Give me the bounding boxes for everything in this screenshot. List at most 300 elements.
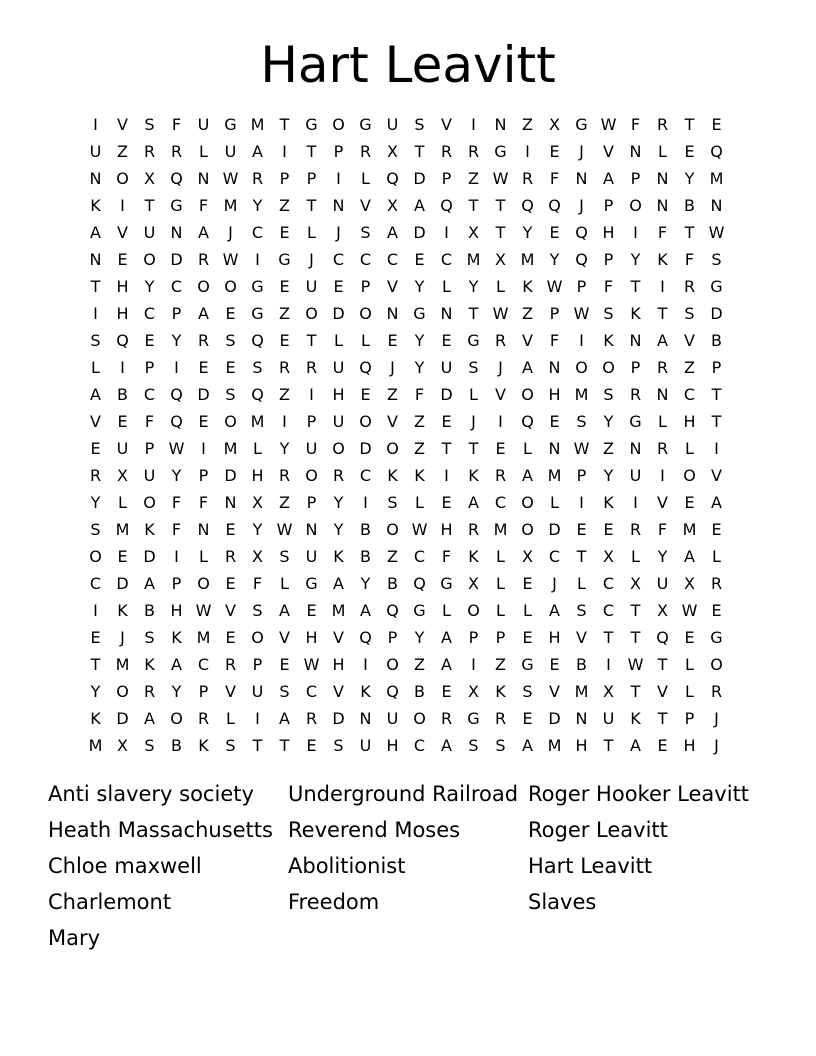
- grid-letter[interactable]: R: [332, 466, 345, 485]
- grid-letter[interactable]: J: [471, 412, 476, 431]
- grid-letter[interactable]: J: [579, 196, 584, 215]
- grid-letter[interactable]: Z: [414, 439, 425, 458]
- grid-letter[interactable]: I: [633, 493, 638, 512]
- grid-letter[interactable]: T: [603, 736, 614, 755]
- grid-letter[interactable]: N: [494, 115, 507, 134]
- grid-letter[interactable]: C: [494, 493, 507, 512]
- grid-letter[interactable]: U: [332, 358, 345, 377]
- grid-letter[interactable]: O: [332, 439, 345, 458]
- grid-letter[interactable]: E: [441, 682, 452, 701]
- grid-letter[interactable]: H: [170, 601, 183, 620]
- grid-letter[interactable]: O: [116, 169, 129, 188]
- grid-letter[interactable]: C: [683, 385, 696, 404]
- grid-letter[interactable]: O: [575, 358, 588, 377]
- grid-letter[interactable]: K: [603, 493, 614, 512]
- grid-letter[interactable]: E: [549, 142, 560, 161]
- grid-letter[interactable]: F: [198, 196, 209, 215]
- grid-letter[interactable]: X: [495, 250, 506, 269]
- grid-letter[interactable]: E: [684, 493, 695, 512]
- grid-letter[interactable]: O: [521, 385, 534, 404]
- grid-letter[interactable]: L: [685, 439, 694, 458]
- grid-letter[interactable]: P: [495, 628, 506, 647]
- grid-letter[interactable]: D: [413, 223, 426, 242]
- grid-letter[interactable]: O: [359, 304, 372, 323]
- grid-letter[interactable]: R: [656, 358, 669, 377]
- grid-letter[interactable]: E: [225, 304, 236, 323]
- grid-letter[interactable]: A: [441, 736, 452, 755]
- grid-letter[interactable]: S: [252, 601, 263, 620]
- grid-letter[interactable]: R: [656, 439, 669, 458]
- grid-letter[interactable]: A: [522, 466, 533, 485]
- grid-letter[interactable]: A: [360, 601, 371, 620]
- grid-letter[interactable]: E: [117, 547, 128, 566]
- grid-letter[interactable]: E: [90, 439, 101, 458]
- grid-letter[interactable]: Y: [90, 682, 101, 701]
- grid-letter[interactable]: O: [602, 358, 615, 377]
- grid-letter[interactable]: A: [657, 331, 668, 350]
- grid-letter[interactable]: D: [413, 169, 426, 188]
- grid-letter[interactable]: O: [521, 493, 534, 512]
- grid-letter[interactable]: Y: [468, 277, 479, 296]
- grid-letter[interactable]: H: [332, 385, 345, 404]
- grid-letter[interactable]: A: [198, 304, 209, 323]
- grid-letter[interactable]: H: [548, 628, 561, 647]
- grid-letter[interactable]: R: [197, 250, 210, 269]
- grid-letter[interactable]: K: [495, 682, 506, 701]
- grid-letter[interactable]: F: [441, 547, 452, 566]
- grid-letter[interactable]: O: [386, 439, 399, 458]
- grid-letter[interactable]: L: [496, 277, 505, 296]
- grid-letter[interactable]: I: [714, 439, 719, 458]
- grid-letter[interactable]: E: [495, 439, 506, 458]
- grid-letter[interactable]: A: [171, 655, 182, 674]
- grid-letter[interactable]: E: [225, 574, 236, 593]
- grid-letter[interactable]: G: [278, 250, 291, 269]
- grid-letter[interactable]: Z: [603, 439, 614, 458]
- grid-letter[interactable]: D: [116, 709, 129, 728]
- grid-letter[interactable]: E: [117, 412, 128, 431]
- grid-letter[interactable]: H: [332, 655, 345, 674]
- grid-letter[interactable]: U: [602, 709, 615, 728]
- grid-letter[interactable]: C: [251, 223, 264, 242]
- grid-letter[interactable]: E: [549, 412, 560, 431]
- grid-letter[interactable]: U: [359, 736, 372, 755]
- grid-letter[interactable]: N: [386, 304, 399, 323]
- grid-letter[interactable]: I: [579, 331, 584, 350]
- grid-letter[interactable]: L: [712, 547, 721, 566]
- grid-letter[interactable]: O: [251, 628, 264, 647]
- grid-letter[interactable]: A: [711, 493, 722, 512]
- grid-letter[interactable]: D: [359, 439, 372, 458]
- grid-letter[interactable]: I: [471, 115, 476, 134]
- grid-letter[interactable]: P: [630, 169, 641, 188]
- grid-letter[interactable]: D: [197, 385, 210, 404]
- grid-letter[interactable]: P: [198, 466, 209, 485]
- grid-letter[interactable]: K: [630, 304, 641, 323]
- grid-letter[interactable]: E: [360, 385, 371, 404]
- grid-letter[interactable]: Y: [333, 520, 344, 539]
- grid-letter[interactable]: U: [224, 142, 237, 161]
- grid-letter[interactable]: C: [440, 250, 453, 269]
- grid-letter[interactable]: T: [414, 142, 425, 161]
- grid-letter[interactable]: F: [171, 493, 182, 512]
- grid-letter[interactable]: I: [633, 223, 638, 242]
- grid-letter[interactable]: N: [629, 439, 642, 458]
- grid-letter[interactable]: H: [116, 277, 129, 296]
- grid-letter[interactable]: I: [660, 277, 665, 296]
- grid-letter[interactable]: J: [714, 709, 719, 728]
- grid-letter[interactable]: E: [549, 655, 560, 674]
- grid-letter[interactable]: L: [469, 385, 478, 404]
- grid-letter[interactable]: M: [196, 628, 211, 647]
- grid-letter[interactable]: V: [576, 628, 587, 647]
- grid-letter[interactable]: A: [387, 223, 398, 242]
- grid-letter[interactable]: B: [360, 520, 371, 539]
- grid-letter[interactable]: W: [627, 655, 644, 674]
- grid-letter[interactable]: R: [89, 466, 102, 485]
- grid-letter[interactable]: J: [120, 628, 125, 647]
- grid-letter[interactable]: T: [684, 115, 695, 134]
- grid-letter[interactable]: C: [170, 277, 183, 296]
- grid-letter[interactable]: Q: [386, 169, 399, 188]
- grid-letter[interactable]: Y: [171, 466, 182, 485]
- grid-letter[interactable]: E: [225, 628, 236, 647]
- grid-letter[interactable]: L: [199, 547, 208, 566]
- grid-letter[interactable]: W: [492, 169, 509, 188]
- grid-letter[interactable]: E: [711, 601, 722, 620]
- grid-letter[interactable]: L: [523, 601, 532, 620]
- grid-letter[interactable]: Y: [171, 682, 182, 701]
- grid-letter[interactable]: P: [144, 439, 155, 458]
- grid-letter[interactable]: C: [89, 574, 102, 593]
- grid-letter[interactable]: R: [197, 709, 210, 728]
- grid-letter[interactable]: W: [411, 520, 428, 539]
- grid-letter[interactable]: M: [223, 439, 238, 458]
- grid-letter[interactable]: L: [442, 601, 451, 620]
- grid-letter[interactable]: Z: [279, 385, 290, 404]
- grid-letter[interactable]: T: [306, 196, 317, 215]
- grid-letter[interactable]: L: [631, 547, 640, 566]
- grid-letter[interactable]: L: [253, 439, 262, 458]
- grid-letter[interactable]: C: [386, 250, 399, 269]
- grid-letter[interactable]: P: [603, 250, 614, 269]
- grid-letter[interactable]: E: [279, 223, 290, 242]
- grid-letter[interactable]: K: [360, 682, 371, 701]
- grid-letter[interactable]: I: [255, 709, 260, 728]
- grid-letter[interactable]: Q: [251, 331, 264, 350]
- grid-letter[interactable]: I: [363, 493, 368, 512]
- grid-letter[interactable]: S: [468, 736, 479, 755]
- grid-letter[interactable]: M: [115, 520, 130, 539]
- grid-letter[interactable]: W: [222, 250, 239, 269]
- grid-letter[interactable]: O: [413, 709, 426, 728]
- grid-letter[interactable]: I: [282, 142, 287, 161]
- grid-letter[interactable]: T: [657, 304, 668, 323]
- grid-letter[interactable]: O: [332, 115, 345, 134]
- grid-letter[interactable]: Y: [414, 628, 425, 647]
- grid-letter[interactable]: W: [681, 601, 698, 620]
- grid-letter[interactable]: P: [306, 412, 317, 431]
- grid-letter[interactable]: C: [602, 601, 615, 620]
- grid-letter[interactable]: P: [144, 358, 155, 377]
- grid-letter[interactable]: A: [549, 601, 560, 620]
- grid-letter[interactable]: V: [225, 601, 236, 620]
- grid-letter[interactable]: Q: [170, 169, 183, 188]
- grid-letter[interactable]: X: [144, 169, 155, 188]
- grid-letter[interactable]: I: [525, 142, 530, 161]
- grid-letter[interactable]: K: [333, 547, 344, 566]
- grid-letter[interactable]: Y: [333, 493, 344, 512]
- grid-letter[interactable]: U: [305, 439, 318, 458]
- grid-letter[interactable]: W: [708, 223, 725, 242]
- grid-letter[interactable]: Z: [387, 547, 398, 566]
- grid-letter[interactable]: N: [197, 520, 210, 539]
- grid-letter[interactable]: N: [656, 169, 669, 188]
- grid-letter[interactable]: K: [468, 547, 479, 566]
- grid-letter[interactable]: Y: [252, 520, 263, 539]
- grid-letter[interactable]: I: [336, 169, 341, 188]
- grid-letter[interactable]: F: [252, 574, 263, 593]
- grid-letter[interactable]: T: [495, 196, 506, 215]
- grid-letter[interactable]: P: [603, 196, 614, 215]
- grid-letter[interactable]: D: [170, 250, 183, 269]
- grid-letter[interactable]: J: [228, 223, 233, 242]
- grid-letter[interactable]: R: [521, 169, 534, 188]
- grid-letter[interactable]: P: [711, 358, 722, 377]
- grid-letter[interactable]: V: [360, 196, 371, 215]
- grid-letter[interactable]: R: [305, 709, 318, 728]
- grid-letter[interactable]: A: [144, 709, 155, 728]
- grid-letter[interactable]: N: [575, 169, 588, 188]
- grid-letter[interactable]: S: [252, 358, 263, 377]
- grid-letter[interactable]: A: [333, 574, 344, 593]
- grid-letter[interactable]: Y: [171, 331, 182, 350]
- grid-letter[interactable]: S: [711, 250, 722, 269]
- grid-letter[interactable]: N: [629, 331, 642, 350]
- grid-letter[interactable]: F: [603, 277, 614, 296]
- grid-letter[interactable]: W: [546, 277, 563, 296]
- grid-letter[interactable]: L: [415, 493, 424, 512]
- grid-letter[interactable]: A: [279, 709, 290, 728]
- grid-letter[interactable]: L: [577, 574, 586, 593]
- grid-letter[interactable]: H: [251, 466, 264, 485]
- grid-letter[interactable]: S: [144, 736, 155, 755]
- grid-letter[interactable]: V: [333, 682, 344, 701]
- grid-letter[interactable]: L: [226, 709, 235, 728]
- grid-letter[interactable]: M: [115, 655, 130, 674]
- grid-letter[interactable]: G: [251, 304, 264, 323]
- grid-letter[interactable]: I: [174, 547, 179, 566]
- grid-letter[interactable]: A: [279, 601, 290, 620]
- grid-letter[interactable]: U: [386, 709, 399, 728]
- grid-letter[interactable]: I: [606, 655, 611, 674]
- grid-letter[interactable]: D: [332, 304, 345, 323]
- grid-letter[interactable]: K: [387, 466, 398, 485]
- grid-letter[interactable]: Q: [656, 628, 669, 647]
- grid-letter[interactable]: I: [120, 358, 125, 377]
- grid-letter[interactable]: N: [440, 304, 453, 323]
- grid-letter[interactable]: R: [251, 169, 264, 188]
- grid-letter[interactable]: S: [603, 385, 614, 404]
- grid-letter[interactable]: T: [630, 601, 641, 620]
- grid-letter[interactable]: Z: [684, 358, 695, 377]
- grid-letter[interactable]: M: [547, 736, 562, 755]
- grid-letter[interactable]: E: [414, 250, 425, 269]
- grid-letter[interactable]: P: [630, 358, 641, 377]
- grid-letter[interactable]: R: [494, 709, 507, 728]
- grid-letter[interactable]: P: [306, 169, 317, 188]
- grid-letter[interactable]: Q: [548, 196, 561, 215]
- grid-letter[interactable]: U: [116, 439, 129, 458]
- grid-letter[interactable]: F: [684, 250, 695, 269]
- grid-letter[interactable]: W: [195, 601, 212, 620]
- grid-letter[interactable]: E: [387, 331, 398, 350]
- grid-letter[interactable]: B: [711, 331, 722, 350]
- grid-letter[interactable]: U: [143, 223, 156, 242]
- grid-letter[interactable]: Z: [279, 196, 290, 215]
- grid-letter[interactable]: S: [279, 547, 290, 566]
- grid-letter[interactable]: B: [576, 655, 587, 674]
- grid-letter[interactable]: N: [305, 520, 318, 539]
- grid-letter[interactable]: E: [441, 493, 452, 512]
- grid-letter[interactable]: D: [332, 709, 345, 728]
- grid-letter[interactable]: I: [444, 223, 449, 242]
- grid-letter[interactable]: F: [414, 385, 425, 404]
- grid-letter[interactable]: Y: [549, 250, 560, 269]
- grid-letter[interactable]: E: [198, 412, 209, 431]
- grid-letter[interactable]: S: [333, 736, 344, 755]
- grid-letter[interactable]: L: [91, 358, 100, 377]
- grid-letter[interactable]: R: [224, 547, 237, 566]
- grid-letter[interactable]: J: [714, 736, 719, 755]
- grid-letter[interactable]: X: [684, 574, 695, 593]
- grid-letter[interactable]: M: [547, 466, 562, 485]
- grid-letter[interactable]: T: [279, 736, 290, 755]
- grid-letter[interactable]: D: [224, 466, 237, 485]
- grid-letter[interactable]: O: [683, 466, 696, 485]
- grid-letter[interactable]: O: [197, 277, 210, 296]
- grid-letter[interactable]: Q: [116, 331, 129, 350]
- grid-letter[interactable]: N: [332, 196, 345, 215]
- grid-letter[interactable]: T: [576, 547, 587, 566]
- grid-letter[interactable]: A: [468, 493, 479, 512]
- grid-letter[interactable]: I: [498, 412, 503, 431]
- grid-letter[interactable]: A: [144, 574, 155, 593]
- grid-letter[interactable]: O: [224, 277, 237, 296]
- grid-letter[interactable]: U: [332, 412, 345, 431]
- grid-letter[interactable]: B: [387, 574, 398, 593]
- grid-letter[interactable]: S: [144, 115, 155, 134]
- grid-letter[interactable]: E: [684, 142, 695, 161]
- grid-letter[interactable]: A: [630, 736, 641, 755]
- grid-letter[interactable]: I: [93, 115, 98, 134]
- grid-letter[interactable]: T: [657, 709, 668, 728]
- grid-letter[interactable]: R: [143, 142, 156, 161]
- grid-letter[interactable]: P: [576, 277, 587, 296]
- grid-letter[interactable]: E: [684, 628, 695, 647]
- grid-letter[interactable]: A: [90, 385, 101, 404]
- grid-letter[interactable]: U: [386, 115, 399, 134]
- grid-letter[interactable]: G: [710, 277, 723, 296]
- grid-letter[interactable]: F: [198, 493, 209, 512]
- grid-letter[interactable]: B: [144, 601, 155, 620]
- grid-letter[interactable]: U: [197, 115, 210, 134]
- grid-letter[interactable]: I: [309, 385, 314, 404]
- grid-letter[interactable]: R: [683, 277, 696, 296]
- grid-letter[interactable]: T: [630, 682, 641, 701]
- grid-letter[interactable]: L: [550, 493, 559, 512]
- grid-letter[interactable]: Q: [170, 385, 183, 404]
- grid-letter[interactable]: T: [90, 277, 101, 296]
- grid-letter[interactable]: Y: [414, 358, 425, 377]
- grid-letter[interactable]: M: [574, 682, 589, 701]
- grid-letter[interactable]: I: [282, 412, 287, 431]
- grid-letter[interactable]: E: [90, 628, 101, 647]
- grid-letter[interactable]: H: [116, 304, 129, 323]
- grid-letter[interactable]: Y: [360, 574, 371, 593]
- grid-letter[interactable]: Y: [252, 196, 263, 215]
- grid-letter[interactable]: F: [549, 169, 560, 188]
- grid-letter[interactable]: Q: [521, 196, 534, 215]
- grid-letter[interactable]: E: [225, 520, 236, 539]
- grid-letter[interactable]: R: [143, 682, 156, 701]
- grid-letter[interactable]: K: [414, 466, 425, 485]
- grid-letter[interactable]: T: [279, 115, 290, 134]
- grid-letter[interactable]: N: [359, 709, 372, 728]
- grid-letter[interactable]: F: [549, 331, 560, 350]
- grid-letter[interactable]: E: [225, 358, 236, 377]
- grid-letter[interactable]: L: [496, 601, 505, 620]
- grid-letter[interactable]: N: [629, 142, 642, 161]
- grid-letter[interactable]: G: [413, 304, 426, 323]
- grid-letter[interactable]: R: [656, 115, 669, 134]
- grid-letter[interactable]: I: [444, 466, 449, 485]
- grid-letter[interactable]: M: [250, 115, 265, 134]
- grid-letter[interactable]: T: [306, 142, 317, 161]
- grid-letter[interactable]: K: [603, 331, 614, 350]
- grid-letter[interactable]: P: [171, 574, 182, 593]
- grid-letter[interactable]: H: [440, 520, 453, 539]
- grid-letter[interactable]: G: [359, 115, 372, 134]
- grid-letter[interactable]: K: [144, 655, 155, 674]
- grid-letter[interactable]: P: [549, 304, 560, 323]
- grid-letter[interactable]: W: [573, 439, 590, 458]
- grid-letter[interactable]: R: [278, 358, 291, 377]
- grid-letter[interactable]: S: [279, 682, 290, 701]
- grid-letter[interactable]: P: [252, 655, 263, 674]
- grid-letter[interactable]: S: [90, 331, 101, 350]
- grid-letter[interactable]: O: [170, 709, 183, 728]
- grid-letter[interactable]: E: [306, 736, 317, 755]
- grid-letter[interactable]: D: [440, 385, 453, 404]
- grid-letter[interactable]: K: [198, 736, 209, 755]
- grid-letter[interactable]: C: [602, 574, 615, 593]
- grid-letter[interactable]: U: [629, 466, 642, 485]
- grid-letter[interactable]: J: [336, 223, 341, 242]
- grid-letter[interactable]: T: [468, 304, 479, 323]
- grid-letter[interactable]: L: [361, 169, 370, 188]
- grid-letter[interactable]: E: [522, 628, 533, 647]
- grid-letter[interactable]: B: [171, 736, 182, 755]
- grid-letter[interactable]: Y: [90, 493, 101, 512]
- grid-letter[interactable]: T: [711, 412, 722, 431]
- grid-letter[interactable]: Q: [575, 250, 588, 269]
- grid-letter[interactable]: X: [603, 547, 614, 566]
- grid-letter[interactable]: D: [548, 520, 561, 539]
- grid-letter[interactable]: S: [387, 493, 398, 512]
- grid-letter[interactable]: M: [250, 412, 265, 431]
- grid-letter[interactable]: K: [117, 601, 128, 620]
